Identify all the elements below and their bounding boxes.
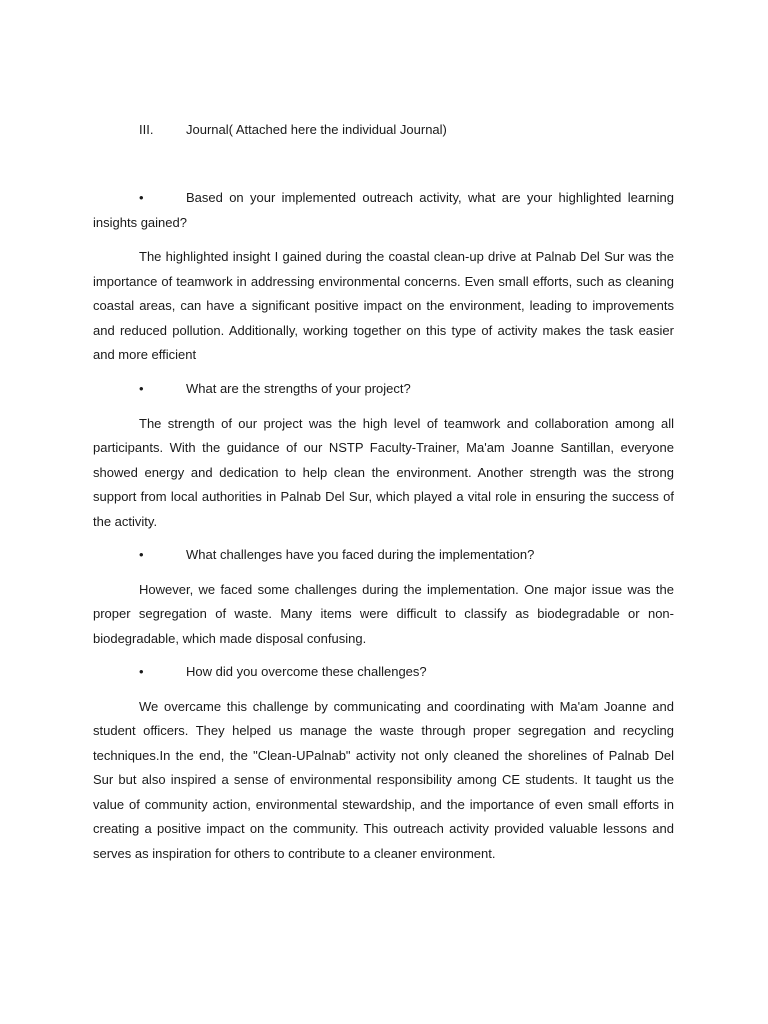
answer-1: The highlighted insight I gained during the coastal clean-up drive at Palnab Del Sur was the importance of teamwork in addressing environmental concerns. Even small efforts, such as cleaning coastal areas, can have a significant positive impact on the environment, leading to improvements and reduced pollution. Additionally, working together on this type of activity makes the task easier and more efficient xyxy=(93,249,674,362)
bullet-icon: • xyxy=(139,547,144,562)
question-text: What are the strengths of your project? xyxy=(186,381,411,396)
answer-4: We overcame this challenge by communicating and coordinating with Ma'am Joanne and student officers. They helped us manage the waste through proper segregation and recycling techniques.In the end, the "Clean-UPalnab" activity not only cleaned the shorelines of Palnab Del Sur but also inspired a sense of environmental responsibility among CE students. It taught us the value of community action, environmental stewardship, and the importance of even small efforts in creating a positive impact on the community. This outreach activity provided valuable lessons and serves as inspiration for others to contribute to a cleaner environment. xyxy=(93,698,674,861)
section-number: III. xyxy=(139,122,154,137)
answer-2: The strength of our project was the high level of teamwork and collaboration among all participants. With the guidance of our NSTP Faculty-Trainer, Ma'am Joanne Santillan, everyone showed energy and dedication to help clean the environment. Another strength was the strong support from local authorities in Palnab Del Sur, which played a vital role in ensuring the success of the activity. xyxy=(93,415,674,529)
section-title: Journal( Attached here the individual Journal) xyxy=(186,122,447,137)
question-text: Based on your implemented outreach activity, what are your highlighted learning insights gained? xyxy=(93,190,674,230)
qa-item-1 xyxy=(93,186,674,368)
bullet-icon: • xyxy=(139,664,144,679)
answer-3: However, we faced some challenges during the implementation. One major issue was the proper segregation of waste. Many items were difficult to classify as biodegradable or non-biodegradable, which made disposal confusing. xyxy=(93,581,674,646)
question-3 xyxy=(93,543,674,568)
question-2 xyxy=(93,377,674,402)
qa-item-4 xyxy=(93,660,674,866)
qa-item-2 xyxy=(93,377,674,534)
section-heading xyxy=(139,121,447,139)
question-text: How did you overcome these challenges? xyxy=(186,664,427,679)
question-4 xyxy=(93,660,674,685)
qa-item-3 xyxy=(93,543,674,651)
question-text: What challenges have you faced during the implementation? xyxy=(186,547,535,562)
bullet-icon: • xyxy=(139,381,144,396)
question-1 xyxy=(93,186,674,235)
bullet-icon: • xyxy=(139,190,144,205)
